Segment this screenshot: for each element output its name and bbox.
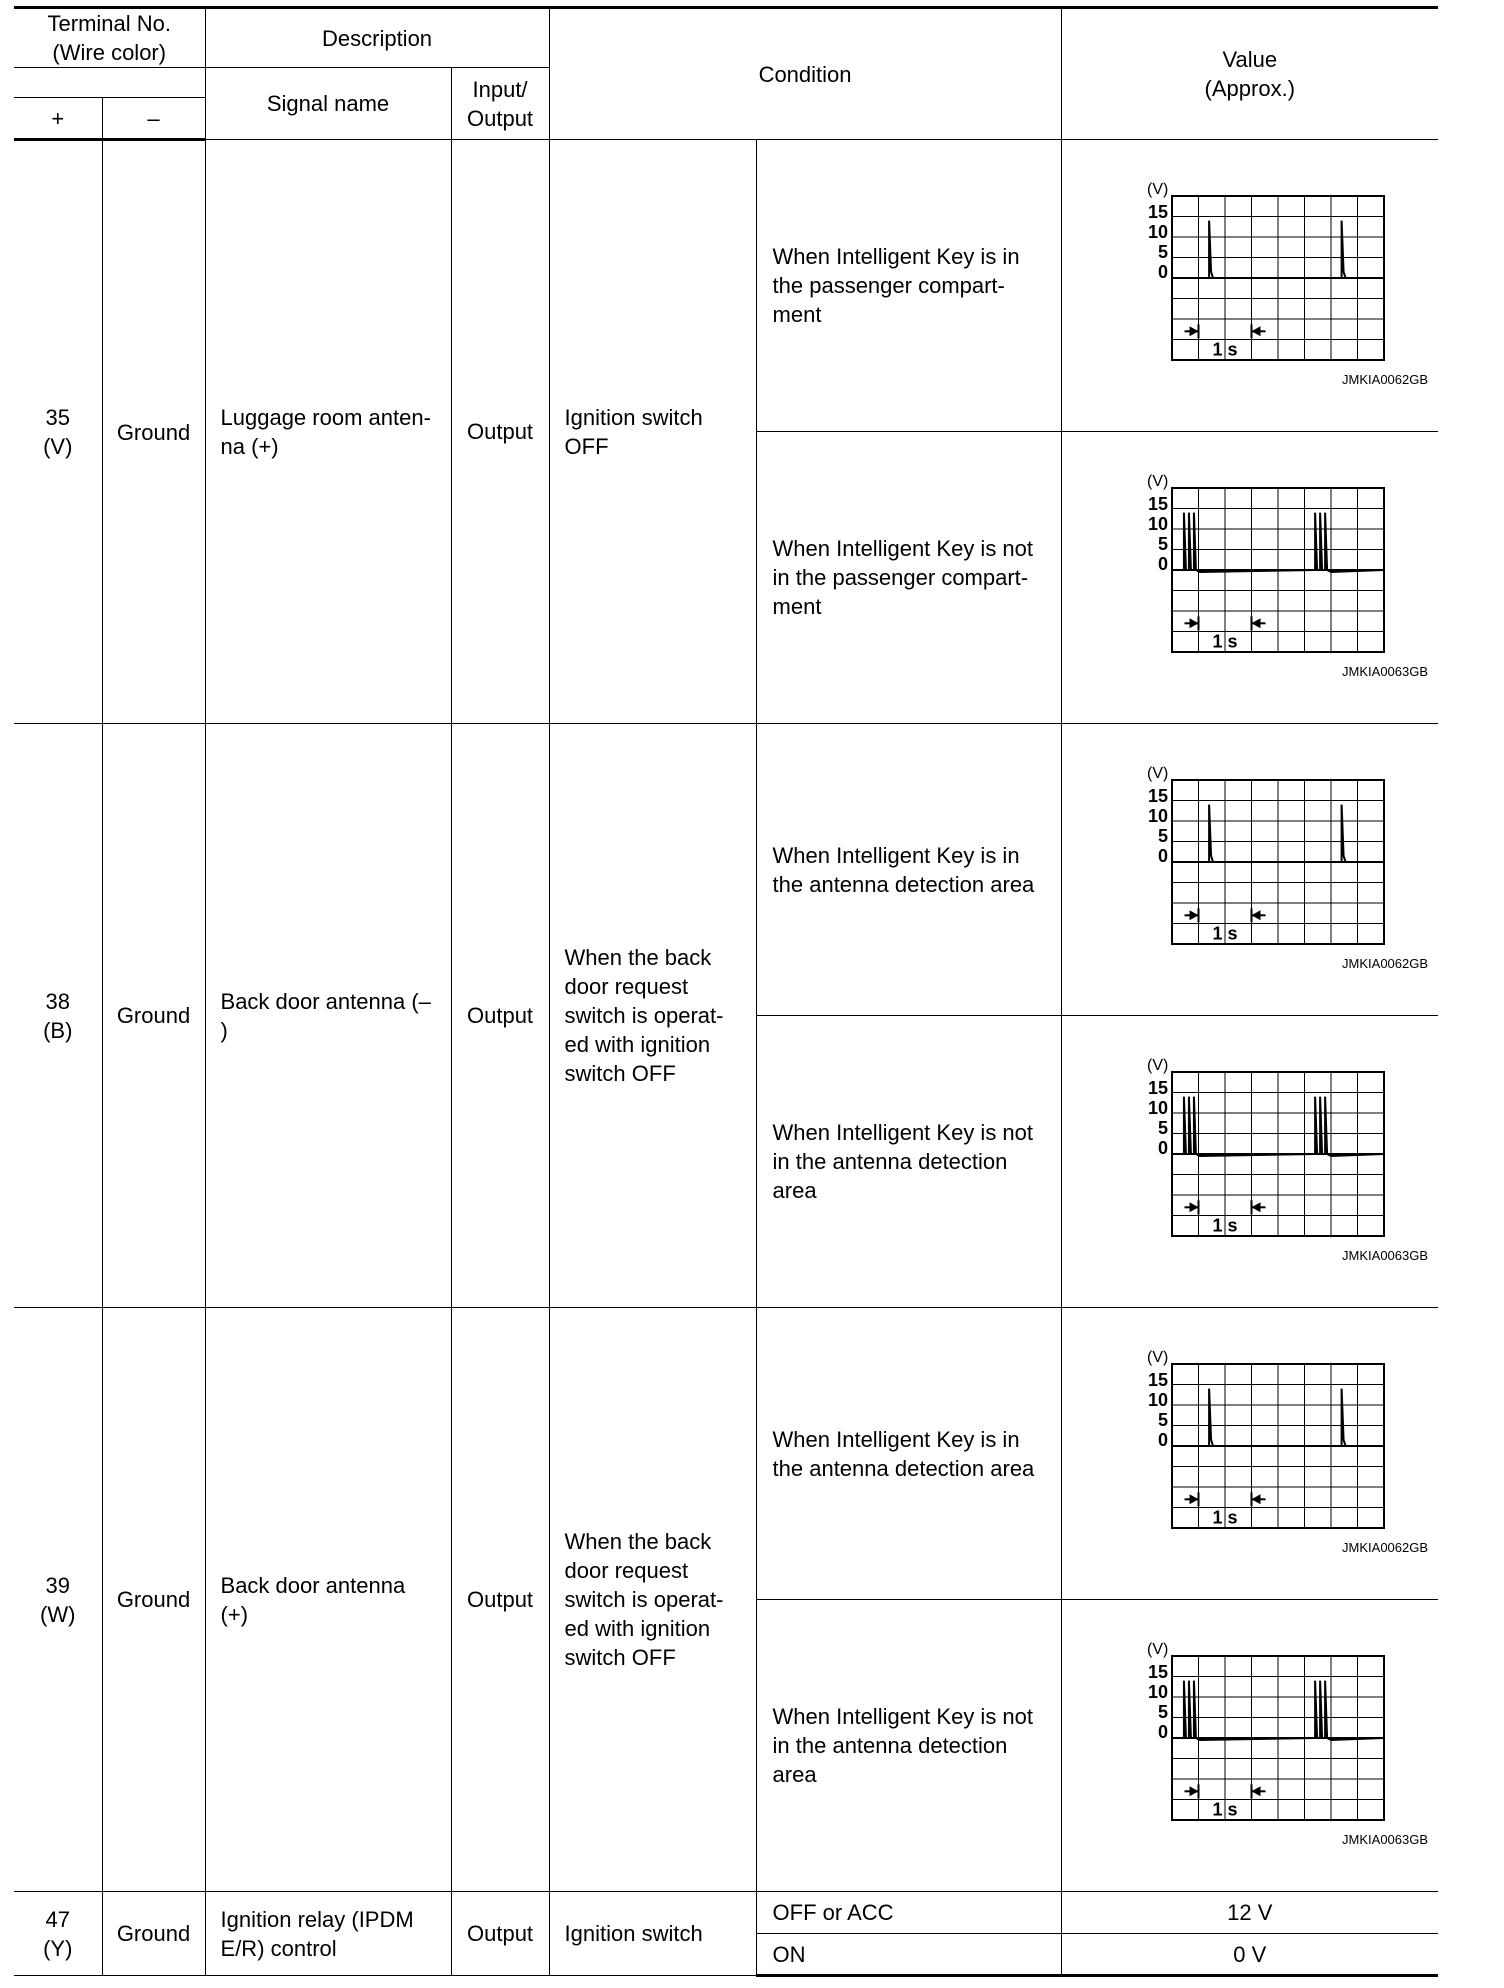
condition-main: Ignition switch OFF xyxy=(549,140,756,724)
y-unit-label: (V) xyxy=(1146,766,1168,782)
terminal-number: 35 (V) xyxy=(14,140,102,724)
figure-code: JMKIA0063GB xyxy=(1342,664,1429,679)
y-tick-label: 10 xyxy=(1147,222,1168,242)
y-tick-label: 15 xyxy=(1147,494,1168,514)
header-value: Value (Approx.) xyxy=(1061,8,1438,140)
waveform-cell xyxy=(1061,1016,1438,1308)
time-label: 1 s xyxy=(1212,1215,1238,1236)
y-tick-label: 15 xyxy=(1147,1662,1168,1682)
condition-sub: When Intelligent Key is in the antenna detection area xyxy=(756,724,1061,1016)
waveform-cell xyxy=(1061,1308,1438,1600)
figure-code: JMKIA0063GB xyxy=(1342,1248,1429,1263)
waveform-cell xyxy=(1061,432,1438,724)
figure-code: JMKIA0062GB xyxy=(1342,372,1429,387)
condition-sub: When Intelligent Key is in the passenger compart- ment xyxy=(756,140,1061,432)
header-minus: – xyxy=(102,98,205,140)
condition-main: When the back door request switch is operat- ed with ignition switch OFF xyxy=(549,724,756,1308)
y-tick-label: 10 xyxy=(1147,1390,1168,1410)
arrow-head xyxy=(1251,1786,1260,1796)
y-tick-label: 15 xyxy=(1147,1370,1168,1390)
y-tick-label: 5 xyxy=(1157,534,1168,554)
time-label: 1 s xyxy=(1212,1507,1238,1528)
y-tick-label: 5 xyxy=(1157,1702,1168,1722)
y-tick-label: 5 xyxy=(1157,1118,1168,1138)
signal-name: Back door antenna (– ) xyxy=(205,724,451,1308)
condition-sub: OFF or ACC xyxy=(756,1892,1061,1934)
arrow-head xyxy=(1251,1494,1260,1504)
y-tick-label: 0 xyxy=(1157,554,1168,574)
y-tick-label: 5 xyxy=(1157,826,1168,846)
signal-name: Ignition relay (IPDM E/R) control xyxy=(205,1892,451,1976)
waveform-cell xyxy=(1061,140,1438,432)
y-tick-label: 15 xyxy=(1147,1078,1168,1098)
y-tick-label: 0 xyxy=(1157,1138,1168,1158)
header-signal-name: Signal name xyxy=(205,68,451,140)
value: 12 V xyxy=(1061,1892,1438,1934)
condition-sub: When Intelligent Key is not in the antenna detection area xyxy=(756,1600,1061,1892)
y-unit-label: (V) xyxy=(1146,474,1168,490)
time-label: 1 s xyxy=(1212,631,1238,652)
y-tick-label: 0 xyxy=(1157,1722,1168,1742)
y-tick-label: 0 xyxy=(1157,262,1168,282)
value: 0 V xyxy=(1061,1934,1438,1976)
condition-sub: When Intelligent Key is not in the passenger compart- ment xyxy=(756,432,1061,724)
terminal-signal-table xyxy=(14,6,1438,1977)
terminal-number: 39 (W) xyxy=(14,1308,102,1892)
waveform-cell xyxy=(1061,724,1438,1016)
arrow-head xyxy=(1189,1786,1198,1796)
figure-code: JMKIA0062GB xyxy=(1342,1540,1429,1555)
arrow-head xyxy=(1189,618,1198,628)
condition-sub: When Intelligent Key is not in the antenna detection area xyxy=(756,1016,1061,1308)
arrow-head xyxy=(1189,1202,1198,1212)
arrow-head xyxy=(1251,910,1260,920)
y-tick-label: 10 xyxy=(1147,806,1168,826)
header-terminal-no: Terminal No. (Wire color) xyxy=(14,8,205,68)
figure-code: JMKIA0062GB xyxy=(1342,956,1429,971)
y-tick-label: 10 xyxy=(1147,1098,1168,1118)
input-output: Output xyxy=(451,1308,549,1892)
ground-terminal: Ground xyxy=(102,724,205,1308)
y-tick-label: 5 xyxy=(1157,242,1168,262)
y-tick-label: 15 xyxy=(1147,202,1168,222)
y-tick-label: 10 xyxy=(1147,514,1168,534)
arrow-head xyxy=(1251,618,1260,628)
signal-name: Back door antenna (+) xyxy=(205,1308,451,1892)
header-description: Description xyxy=(205,8,549,68)
y-unit-label: (V) xyxy=(1146,1642,1168,1658)
time-label: 1 s xyxy=(1212,923,1238,944)
condition-sub: When Intelligent Key is in the antenna detection area xyxy=(756,1308,1061,1600)
signal-name: Luggage room anten- na (+) xyxy=(205,140,451,724)
ground-terminal: Ground xyxy=(102,1308,205,1892)
input-output: Output xyxy=(451,724,549,1308)
condition-sub: ON xyxy=(756,1934,1061,1976)
y-unit-label: (V) xyxy=(1146,1058,1168,1074)
header-condition: Condition xyxy=(549,8,1061,140)
condition-main: Ignition switch xyxy=(549,1892,756,1976)
y-tick-label: 10 xyxy=(1147,1682,1168,1702)
ground-terminal: Ground xyxy=(102,1892,205,1976)
arrow-head xyxy=(1251,1202,1260,1212)
input-output: Output xyxy=(451,1892,549,1976)
y-tick-label: 15 xyxy=(1147,786,1168,806)
header-input-output: Input/ Output xyxy=(451,68,549,140)
condition-main: When the back door request switch is operat- ed with ignition switch OFF xyxy=(549,1308,756,1892)
ground-terminal: Ground xyxy=(102,140,205,724)
waveform-cell xyxy=(1061,1600,1438,1892)
arrow-head xyxy=(1189,1494,1198,1504)
y-tick-label: 0 xyxy=(1157,846,1168,866)
time-label: 1 s xyxy=(1212,1799,1238,1820)
y-unit-label: (V) xyxy=(1146,182,1168,198)
input-output: Output xyxy=(451,140,549,724)
y-tick-label: 5 xyxy=(1157,1410,1168,1430)
arrow-head xyxy=(1189,910,1198,920)
y-unit-label: (V) xyxy=(1146,1350,1168,1366)
y-tick-label: 0 xyxy=(1157,1430,1168,1450)
arrow-head xyxy=(1189,326,1198,336)
figure-code: JMKIA0063GB xyxy=(1342,1832,1429,1847)
arrow-head xyxy=(1251,326,1260,336)
terminal-number: 47 (Y) xyxy=(14,1892,102,1976)
header-plus: + xyxy=(14,98,102,140)
terminal-number: 38 (B) xyxy=(14,724,102,1308)
time-label: 1 s xyxy=(1212,339,1238,360)
